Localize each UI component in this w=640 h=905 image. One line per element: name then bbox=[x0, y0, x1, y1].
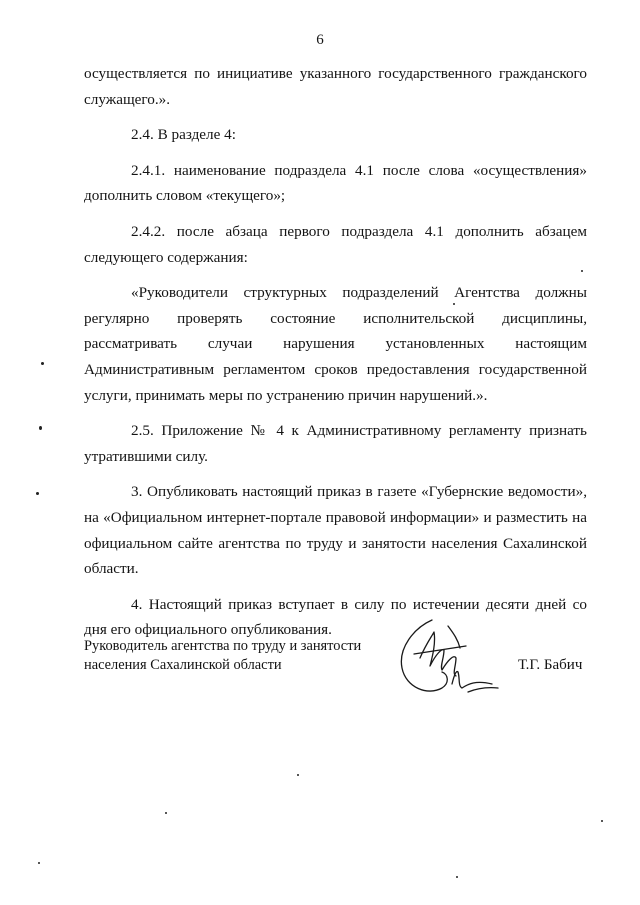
paragraph-section-2-4-2: 2.4.2. после абзаца первого подраздела 4.1 дополнить абзацем следующего содержания: bbox=[84, 222, 587, 266]
paragraph-section-2-5: 2.5. Приложение № 4 к Административному регламенту признать утратившими силу. bbox=[84, 422, 587, 465]
scan-speck bbox=[38, 862, 40, 864]
page-number: 6 bbox=[316, 32, 324, 48]
scan-speck bbox=[297, 774, 299, 776]
scan-speck bbox=[39, 426, 42, 430]
scan-speck bbox=[41, 362, 44, 365]
scan-speck bbox=[601, 820, 603, 822]
signer-name: Т.Г. Бабич bbox=[518, 657, 583, 673]
paragraph-section-2-4: 2.4. В разделе 4: bbox=[131, 126, 236, 144]
document-body bbox=[84, 61, 587, 643]
scan-speck bbox=[165, 812, 167, 814]
paragraph-quoted-addition: «Руководители структурных подразделений Агентства должны регулярно проверять состояние исполнительской дисциплины, рассматривать случаи нарушения установленных настоящим Административным регламентом сроков предоставления государственной услуги, принимать меры по устранению причин нарушений.». bbox=[84, 284, 587, 404]
scan-speck bbox=[456, 876, 458, 878]
scan-speck bbox=[36, 492, 39, 495]
paragraph-section-2-4-1: 2.4.1. наименование подраздела 4.1 после слова «осуществления» дополнить словом «текущего»; bbox=[84, 161, 587, 205]
scan-speck bbox=[581, 270, 583, 272]
handwritten-signature bbox=[392, 614, 502, 704]
signatory-position bbox=[84, 637, 384, 675]
paragraph-item-3: 3. Опубликовать настоящий приказ в газете «Губернские ведомости», на «Официальном интернет-портале правовой информации» и разместить на официальном сайте агентства по труду и занятости населения Сахалинской области. bbox=[84, 483, 587, 578]
paragraph-item-4: 4. Настоящий приказ вступает в силу по истечении десяти дней со дня его официального опубликования. bbox=[84, 595, 587, 639]
signatory-position-line-2: населения Сахалинской области bbox=[84, 657, 282, 673]
signatory-position-line-1: Руководитель агентства по труду и занятости bbox=[84, 638, 362, 654]
scan-speck bbox=[453, 303, 455, 305]
paragraph-continuation: осуществляется по инициативе указанного государственного гражданского служащего.». bbox=[84, 65, 587, 108]
